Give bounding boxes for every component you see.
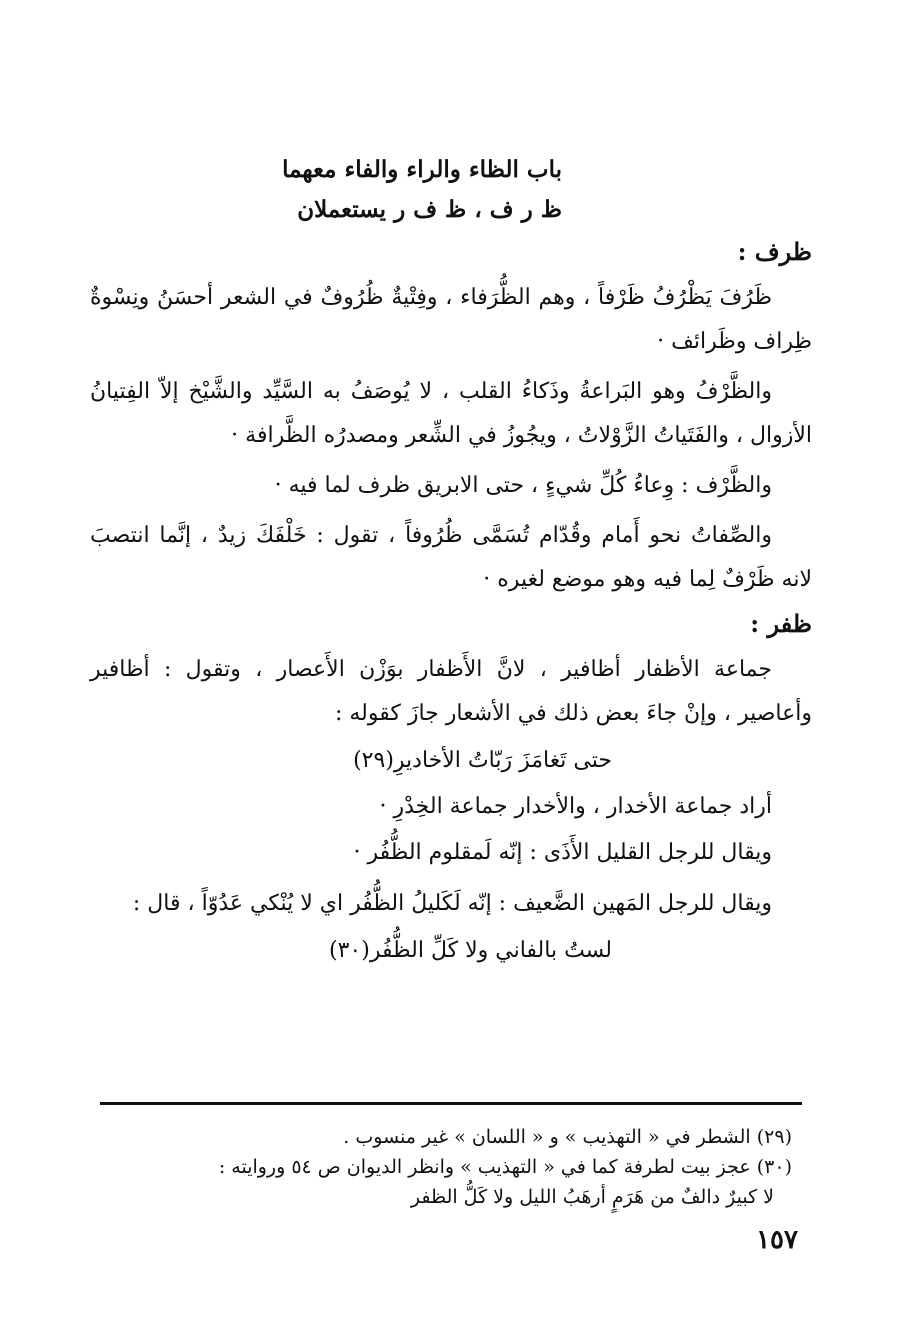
footnote-30-verse: لا كبيرٌ دالفٌ من هَرَمٍ أرهَبُ الليل ولا كَلُّ الظفر	[410, 1186, 774, 1208]
entry-paragraph: والصِّفاتُ نحو أَمام وقُدّام تُسَمَّى ظُرُوفاً ، تقول : خَلْفَكَ زيدٌ ، إنَّما انتصبَ لانه ظَرْفٌ لِما فيه وهو موضع لغيره ·	[90, 523, 812, 592]
entry-paragraph: والظَّرْفُ وهو البَراعةُ وذَكاءُ القلب ، لا يُوصَفُ به السَّيِّد والشَّيْخ إلاّ الفِتيانُ الأزوال ، والفَتَياتُ الزَّوْلاتُ ، ويجُوزُ في الشِّعر ومصدرُه الظَّرافة ·	[90, 379, 812, 448]
page-number: ١٥٧	[756, 1225, 798, 1255]
footnote-29: (٢٩) الشطر في « التهذيب » و « اللسان » غير منسوب .	[343, 1126, 792, 1148]
footnote-30: (٣٠) عجز بيت لطرفة كما في « التهذيب » وانظر الديوان ص ٥٤ وروايته :	[218, 1156, 792, 1178]
footnote-divider	[100, 1102, 802, 1105]
entry-headword-zufr: ظفر :	[750, 609, 812, 638]
chapter-subtitle: ظ ر ف ، ظ ف ر يستعملان	[297, 196, 562, 223]
footnotes	[100, 1122, 792, 1212]
entry-paragraph: ويقال للرجل المَهين الضَّعيف : إنّه لَكَليلُ الظُّفُر اي لا يُنْكي عَدُوّاً ، قال :	[132, 891, 772, 916]
entry-line: أراد جماعة الأخدار ، والأخدار جماعة الخِدْرِ ·	[379, 794, 772, 819]
entry-paragraph: والظَّرْف : وِعاءُ كُلِّ شيءٍ ، حتى الابريق ظرف لما فيه ·	[274, 473, 772, 498]
entry-paragraph: ظَرُفَ يَظْرُفُ ظَرْفاً ، وهم الظُّرَفاء ، وفِتْيةٌ ظُرُوفٌ في الشعر أحسَنُ ونِسْوةٌ ظِراف وظَرائف ·	[90, 285, 812, 354]
entry-line: ويقال للرجل القليل الأَذَى : إنّه لَمقلوم الظُّفُر ·	[353, 840, 772, 865]
poetry-verse: حتى تَغامَزَ رَبّاتُ الأخاديرِ(٢٩)	[353, 748, 612, 773]
entry-headword-zarf: ظرف :	[737, 237, 812, 266]
entry-paragraph: جماعة الأظفار أظافير ، لانَّ الأَظفار بوَزْن الأَعصار ، وتقول : أظافير وأعاصير ، وإنْ جاءَ بعض ذلك في الأشعار جازَ كقوله :	[90, 657, 812, 726]
poetry-verse: لستُ بالفاني ولا كَلِّ الظُّفُر(٣٠)	[329, 938, 612, 963]
chapter-title: باب الظاء والراء والفاء معهما	[282, 156, 562, 183]
book-page	[90, 150, 812, 1270]
